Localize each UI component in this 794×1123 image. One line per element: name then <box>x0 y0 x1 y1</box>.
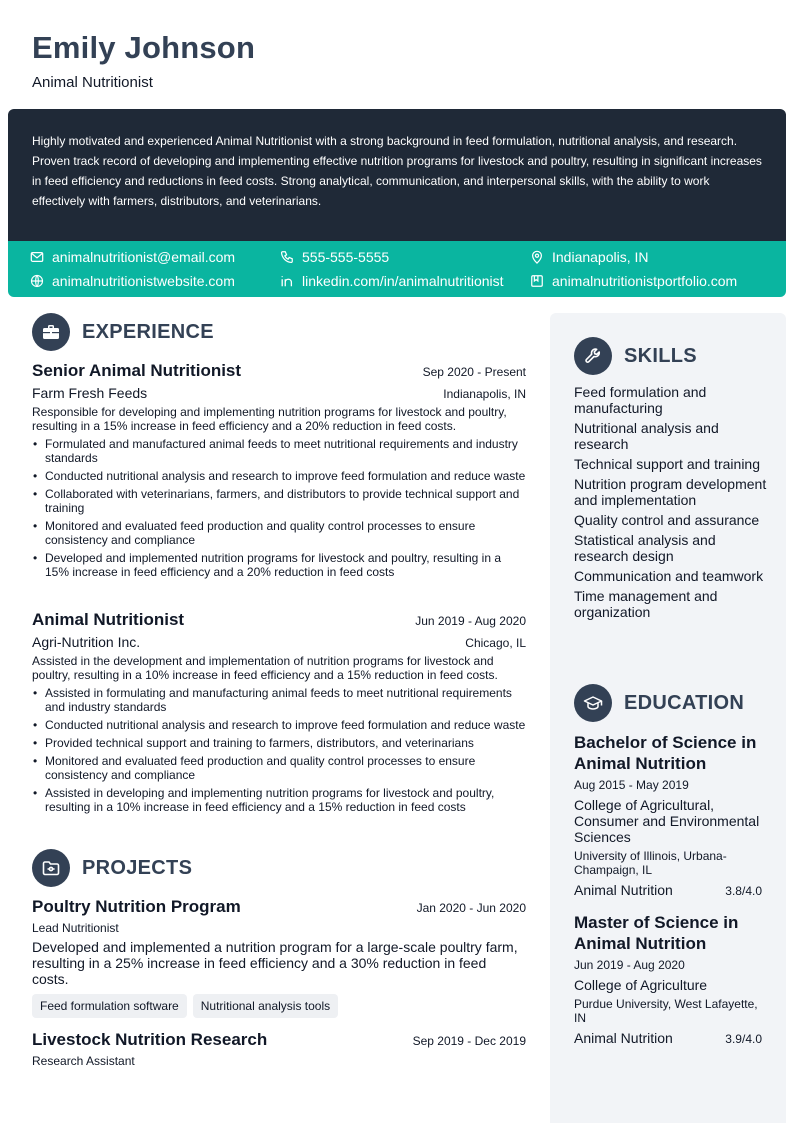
degree: Bachelor of Science in Animal Nutrition <box>574 733 757 773</box>
mail-icon <box>30 250 44 264</box>
degree: Master of Science in Animal Nutrition <box>574 913 739 953</box>
job-bullet: • Assisted in formulating and manufacturing animal feeds to meet nutritional requirements and industry standards <box>32 686 526 714</box>
job-description: Responsible for developing and implementing nutrition programs for livestock and poultry, resulting in a 15% increase in feed efficiency and a 20% reduction in feed costs. <box>32 405 507 433</box>
job-bullets <box>32 437 526 579</box>
summary-box <box>8 109 786 241</box>
contact-email[interactable] <box>30 249 235 265</box>
job-company: Farm Fresh Feeds <box>32 385 148 401</box>
briefcase-icon <box>32 313 70 351</box>
contact-phone[interactable] <box>280 249 389 265</box>
contact-website[interactable] <box>30 273 235 289</box>
project-tags <box>32 994 526 1018</box>
education-dates: Jun 2019 - Aug 2020 <box>574 958 685 972</box>
field-of-study: Animal Nutrition <box>574 1030 673 1046</box>
job-bullet: • Monitored and evaluated feed production and quality control processes to ensure consistency and compliance <box>32 754 526 782</box>
contact-phone-text: 555-555-5555 <box>302 249 390 265</box>
school-location: University of Illinois, Urbana-Champaign, IL <box>574 849 727 877</box>
job-bullet: • Collaborated with veterinarians, farmers, and distributors to provide technical support and training <box>32 487 526 515</box>
school-name: College of Agricultural, Consumer and Environmental Sciences <box>574 797 760 845</box>
job-bullet: • Conducted nutritional analysis and research to improve feed formulation and reduce waste <box>32 469 526 483</box>
summary-text: Highly motivated and experienced Animal Nutritionist with a strong background in feed formulation, nutritional analysis, and research. Proven track record of developing and implementing effective nutrition programs for livestock and poultry, resulting in significant increases in feed efficiency and reductions in feed costs. Strong analytical, communication, and interpersonal skills, with the ability to work effectively with farmers, distributors, and veterinarians. <box>32 134 762 208</box>
education-dates: Aug 2015 - May 2019 <box>574 778 689 792</box>
contact-portfolio-text: animalnutritionistportfolio.com <box>552 273 738 289</box>
project-dates: Sep 2019 - Dec 2019 <box>412 1034 526 1048</box>
contact-email-text: animalnutritionist@email.com <box>52 249 236 265</box>
contact-location <box>530 249 649 265</box>
contact-website-text: animalnutritionistwebsite.com <box>52 273 235 289</box>
project-tag: Nutritional analysis tools <box>193 994 338 1018</box>
job-bullet: • Monitored and evaluated feed production and quality control processes to ensure consistency and compliance <box>32 519 526 547</box>
job-bullet: • Formulated and manufactured animal feeds to meet nutritional requirements and industry standards <box>32 437 526 465</box>
job-bullet: • Conducted nutritional analysis and research to improve feed formulation and reduce waste <box>32 718 526 732</box>
education-entry <box>574 912 762 1046</box>
project-title: Livestock Nutrition Research <box>32 1030 268 1049</box>
job-dates: Jun 2019 - Aug 2020 <box>415 614 526 628</box>
wrench-icon <box>574 337 612 375</box>
skill-item: Statistical analysis and research design <box>574 532 716 564</box>
job-description: Assisted in the development and implementation of nutrition programs for livestock and poultry, resulting in a 10% increase in feed efficiency and a 15% reduction in feed costs. <box>32 654 498 682</box>
skill-item: Communication and teamwork <box>574 568 764 584</box>
globe-icon <box>30 274 44 288</box>
resume-header <box>32 30 255 91</box>
skill-item: Feed formulation and manufacturing <box>574 384 707 416</box>
candidate-title: Animal Nutritionist <box>32 74 153 91</box>
projects-title: PROJECTS <box>82 856 193 879</box>
project-role: Research Assistant <box>32 1054 135 1068</box>
candidate-name: Emily Johnson <box>32 30 256 65</box>
skill-item: Nutritional analysis and research <box>574 420 719 452</box>
project-tag: Feed formulation software <box>32 994 187 1018</box>
skill-item: Time management and organization <box>574 588 718 620</box>
project-title: Poultry Nutrition Program <box>32 897 241 916</box>
gpa: 3.9/4.0 <box>725 1032 762 1046</box>
job-bullet: • Assisted in developing and implementing nutrition programs for livestock and poultry, resulting in a 10% increase in feed efficiency and a 15% reduction in feed costs <box>32 786 526 814</box>
linkedin-icon <box>280 274 294 288</box>
folder-icon <box>32 849 70 887</box>
skill-item: Nutrition program development and implementation <box>574 476 767 508</box>
skill-item: Technical support and training <box>574 456 761 472</box>
contact-linkedin[interactable] <box>280 273 504 289</box>
job-location: Chicago, IL <box>465 636 526 650</box>
skills-list <box>574 384 770 624</box>
project-entry <box>32 1030 526 1068</box>
project-role: Lead Nutritionist <box>32 921 119 935</box>
experience-entry <box>32 610 526 818</box>
job-title: Animal Nutritionist <box>32 610 185 629</box>
experience-entry <box>32 361 526 583</box>
job-company: Agri-Nutrition Inc. <box>32 634 141 650</box>
job-dates: Sep 2020 - Present <box>422 365 526 379</box>
skills-title: SKILLS <box>624 344 697 367</box>
contact-linkedin-text: linkedin.com/in/animalnutritionist <box>302 273 504 289</box>
skill-item: Quality control and assurance <box>574 512 760 528</box>
contact-bar <box>8 241 786 297</box>
education-title: EDUCATION <box>624 691 745 714</box>
project-description: Developed and implemented a nutrition program for a large-scale poultry farm, resulting in a 25% increase in feed efficiency and a 30% reduction in feed costs. <box>32 939 518 987</box>
graduation-cap-icon <box>574 684 612 722</box>
contact-portfolio[interactable] <box>530 273 737 289</box>
location-pin-icon <box>530 250 544 264</box>
job-bullet: • Provided technical support and training to farmers, distributors, and veterinarians <box>32 736 526 750</box>
gpa: 3.8/4.0 <box>725 884 762 898</box>
contact-location-text: Indianapolis, IN <box>552 249 649 265</box>
job-title: Senior Animal Nutritionist <box>32 361 242 380</box>
education-entry <box>574 732 762 898</box>
project-entry <box>32 897 526 1018</box>
school-name: College of Agriculture <box>574 977 708 993</box>
education-section-header <box>574 684 744 722</box>
job-bullets <box>32 686 526 814</box>
field-of-study: Animal Nutrition <box>574 882 673 898</box>
job-bullet: • Developed and implemented nutrition programs for livestock and poultry, resulting in a 15% increase in feed efficiency and a 20% reduction in feed costs <box>32 551 526 579</box>
portfolio-icon <box>530 274 544 288</box>
skills-section-header <box>574 337 697 375</box>
school-location: Purdue University, West Lafayette, IN <box>574 997 758 1025</box>
projects-section-header <box>32 849 192 887</box>
experience-title: EXPERIENCE <box>82 320 214 343</box>
experience-section-header <box>32 313 214 351</box>
project-dates: Jan 2020 - Jun 2020 <box>416 901 526 915</box>
job-location: Indianapolis, IN <box>443 387 526 401</box>
phone-icon <box>280 250 294 264</box>
